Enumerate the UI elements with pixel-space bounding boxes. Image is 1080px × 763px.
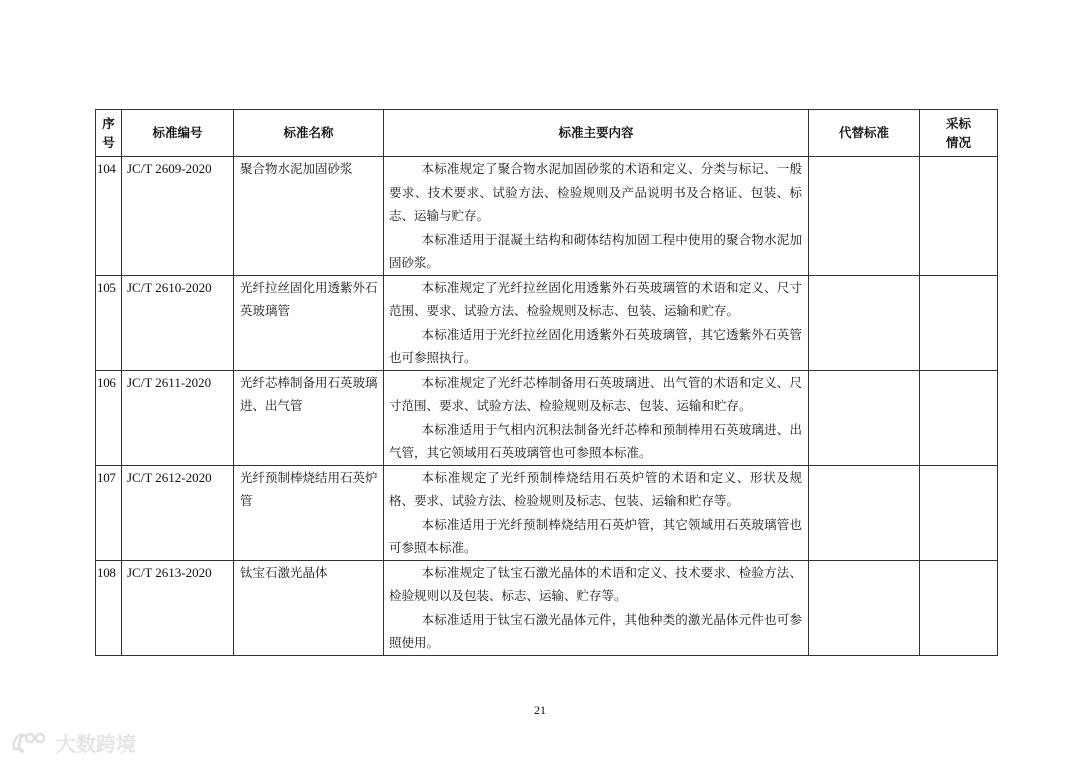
header-replace: 代替标准 [809,110,920,157]
row-seq: 107 [96,465,122,560]
row-code: JC/T 2611-2020 [122,370,234,465]
row-replace [809,560,920,655]
header-adopt [920,110,998,157]
table-row [96,275,998,370]
row-content [384,157,809,276]
row-adopt [920,560,998,655]
row-replace [809,465,920,560]
table-row [96,157,998,276]
header-seq-label: 序号 [102,116,115,150]
row-replace [809,370,920,465]
header-adopt-label: 采标情况 [945,116,971,150]
row-adopt [920,465,998,560]
row-replace [809,157,920,276]
row-seq: 106 [96,370,122,465]
row-seq: 105 [96,275,122,370]
content-paragraph: 本标准适用于钛宝石激光晶体元件，其他种类的激光晶体元件也可参照使用。 [389,611,802,650]
row-adopt [920,370,998,465]
row-replace [809,275,920,370]
row-adopt [920,275,998,370]
row-name: 光纤芯棒制备用石英玻璃进、出气管 [234,370,384,465]
row-code: JC/T 2613-2020 [122,560,234,655]
header-content: 标准主要内容 [384,110,809,157]
page-number: 21 [534,703,546,717]
content-paragraph: 本标准规定了聚合物水泥加固砂浆的术语和定义、分类与标记、一般要求、技术要求、试验方法、检验规则及产品说明书及合格证、包装、标志、运输与贮存。 [389,161,802,223]
row-name: 光纤拉丝固化用透紫外石英玻璃管 [234,275,384,370]
row-content [384,465,809,560]
content-paragraph: 本标准适用于气相内沉积法制备光纤芯棒和预制棒用石英玻璃进、出气管，其它领域用石英玻璃管也可参照本标准。 [389,421,802,460]
table-row [96,465,998,560]
row-code: JC/T 2612-2020 [122,465,234,560]
content-paragraph: 本标准规定了钛宝石激光晶体的术语和定义、技术要求、检验方法、检验规则以及包装、标志、运输、贮存等。 [389,564,802,603]
row-content [384,560,809,655]
row-code: JC/T 2609-2020 [122,157,234,276]
row-name: 聚合物水泥加固砂浆 [234,157,384,276]
row-seq: 108 [96,560,122,655]
watermark-logo-icon [10,729,50,755]
header-row [96,110,998,157]
row-seq: 104 [96,157,122,276]
row-name: 钛宝石激光晶体 [234,560,384,655]
header-code: 标准编号 [122,110,234,157]
standards-table [95,109,998,656]
table-row [96,370,998,465]
watermark [10,727,136,757]
content-paragraph: 本标准适用于光纤预制棒烧结用石英炉管，其它领域用石英玻璃管也可参照本标准。 [389,516,802,555]
content-paragraph: 本标准适用于光纤拉丝固化用透紫外石英玻璃管，其它透紫外石英管也可参照执行。 [389,326,802,365]
content-paragraph: 本标准规定了光纤预制棒烧结用石英炉管的术语和定义、形状及规格、要求、试验方法、检验规则及标志、包装、运输和贮存等。 [389,469,802,508]
row-adopt [920,157,998,276]
content-paragraph: 本标准规定了光纤拉丝固化用透紫外石英玻璃管的术语和定义、尺寸范围、要求、试验方法、检验规则及标志、包装、运输和贮存。 [389,279,802,318]
row-content [384,370,809,465]
content-paragraph: 本标准适用于混凝土结构和砌体结构加固工程中使用的聚合物水泥加固砂浆。 [389,231,802,270]
row-content [384,275,809,370]
header-seq [96,110,122,157]
header-name: 标准名称 [234,110,384,157]
table-row [96,560,998,655]
row-code: JC/T 2610-2020 [122,275,234,370]
watermark-text: 大数跨境 [56,731,136,756]
row-name: 光纤预制棒烧结用石英炉管 [234,465,384,560]
content-paragraph: 本标准规定了光纤芯棒制备用石英玻璃进、出气管的术语和定义、尺寸范围、要求、试验方法、检验规则及标志、包装、运输和贮存。 [389,374,802,413]
